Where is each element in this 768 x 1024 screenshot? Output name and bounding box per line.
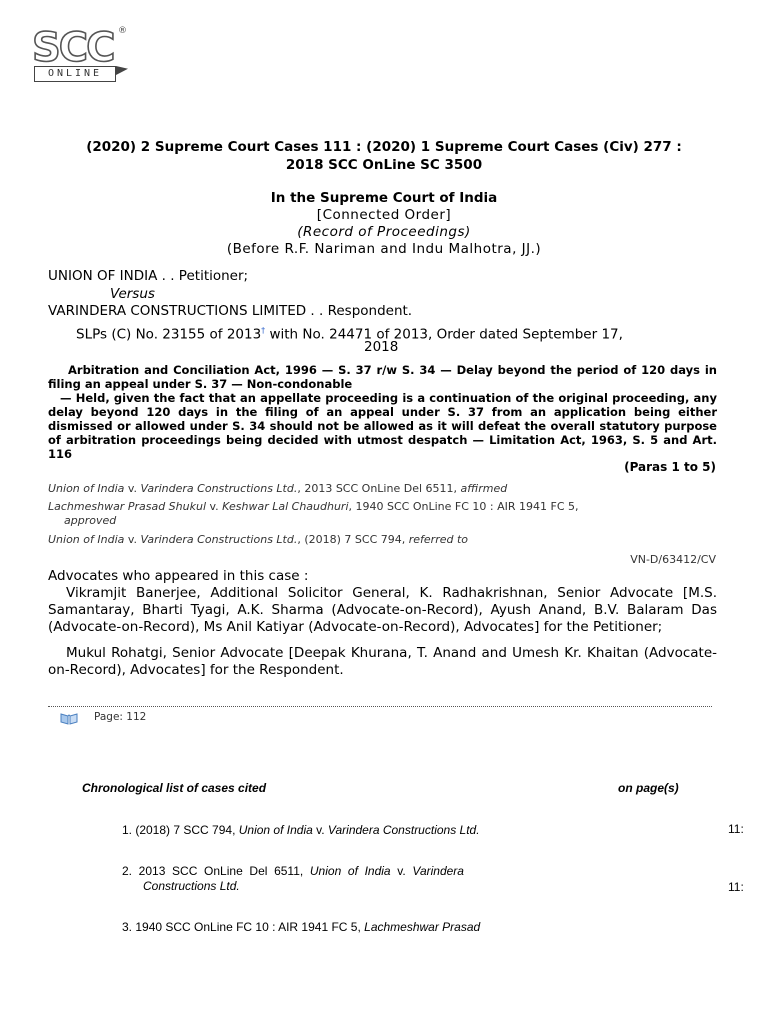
citation-ref: , 1940 SCC OnLine FC 10 : AIR 1941 FC 5,	[348, 500, 579, 513]
logo-flag-icon	[116, 66, 128, 75]
paras-reference: (Paras 1 to 5)	[624, 460, 716, 474]
treatment: approved	[64, 514, 117, 527]
slp-text-b: with No. 24471 of 2013, Order dated September 17,	[265, 326, 623, 343]
logo-text: SCC	[32, 25, 114, 71]
party-a: Union of India	[48, 482, 125, 495]
slp-text-a: SLPs (C) No. 23155 of 2013	[76, 326, 262, 343]
item-ref: 1. (2018) 7 SCC 794,	[122, 823, 239, 837]
versus-word: v.	[312, 823, 328, 837]
party-b: Varindera Constructions Ltd.	[140, 482, 298, 495]
cited-case-3	[48, 532, 717, 547]
item-ref: 3. 1940 SCC OnLine FC 10 : AIR 1941 FC 5,	[122, 920, 365, 934]
advocates-respondent: Mukul Rohatgi, Senior Advocate [Deepak Khurana, T. Anand and Umesh Kr. Khaitan (Advocate-on-Record), Advocates] for the Respondent.	[48, 645, 717, 678]
treatment: referred to	[408, 533, 469, 546]
cited-case-2-treatment	[64, 513, 116, 528]
chrono-item-2-cont	[143, 878, 240, 894]
chrono-heading: Chronological list of cases cited	[82, 781, 267, 795]
registered-mark: ®	[118, 26, 127, 36]
chrono-item-2-page: 11:	[728, 880, 744, 894]
party-b: Varindera Constructions Ltd.	[140, 533, 298, 546]
party-b[interactable]: Varindera Constructions Ltd.	[327, 823, 480, 837]
citation-title-line2: 2018 SCC OnLine SC 3500	[285, 157, 483, 173]
chrono-item-1	[122, 822, 480, 838]
chrono-item-2	[122, 863, 557, 879]
headnote-topic: Arbitration and Conciliation Act, 1996 — S. 37 r/w S. 34 — Delay beyond the period of 120 days in filing an appeal under S. 37 — Non-condonable	[48, 363, 717, 391]
party-b[interactable]: Varindera	[412, 864, 464, 878]
treatment: affirmed	[460, 482, 508, 495]
cited-case-2	[48, 499, 717, 514]
advocates-heading: Advocates who appeared in this case :	[48, 568, 309, 584]
party-a: Lachmeshwar Prasad Shukul	[48, 500, 207, 513]
versus-word: v.	[206, 500, 223, 513]
book-icon[interactable]	[60, 710, 78, 724]
page-divider	[48, 706, 712, 707]
versus: Versus	[110, 286, 155, 302]
slp-year: 2018	[364, 339, 399, 355]
chrono-item-1-page: 11:	[728, 822, 744, 836]
versus-word: v.	[124, 482, 141, 495]
bench: (Before R.F. Nariman and Indu Malhotra, JJ.)	[226, 241, 542, 257]
party-b-cont[interactable]: Constructions Ltd.	[143, 879, 240, 893]
citation-ref: , 2013 SCC OnLine Del 6511,	[297, 482, 461, 495]
party-a[interactable]: Lachmeshwar Prasad	[364, 920, 481, 934]
logo-subtext: ONLINE	[34, 66, 116, 82]
party-a[interactable]: Union of India	[309, 864, 391, 878]
party-a: Union of India	[48, 533, 125, 546]
versus-word: v.	[124, 533, 141, 546]
headnote-held: — Held, given the fact that an appellate proceeding is a continuation of the original proceeding, any delay beyond 120 days in the filing of an appeal under S. 37 from an application being either dismissed or allowed under S. 34 should not be allowed as it will defeat the overall statutory purpose of arbitration proceedings being decided with utmost despatch — Limitation Act, 1963, S. 5 and Art. 116	[48, 391, 717, 461]
citation-title-line1: (2020) 2 Supreme Court Cases 111 : (2020) 1 Supreme Court Cases (Civ) 277 :	[86, 139, 682, 155]
cited-case-1	[48, 481, 717, 496]
order-type: [Connected Order]	[316, 207, 452, 223]
respondent: VARINDERA CONSTRUCTIONS LIMITED . . Respondent.	[48, 303, 413, 319]
scc-online-logo	[30, 26, 130, 84]
item-ref: 2. 2013 SCC OnLine Del 6511,	[122, 864, 310, 878]
party-b: Keshwar Lal Chaudhuri	[222, 500, 349, 513]
record-of-proceedings: (Record of Proceedings)	[297, 224, 471, 240]
page-marker: Page: 112	[94, 711, 147, 723]
court-name: In the Supreme Court of India	[270, 190, 498, 206]
chrono-item-3	[122, 919, 480, 935]
party-a[interactable]: Union of India	[238, 823, 313, 837]
citation-ref: , (2018) 7 SCC 794,	[297, 533, 409, 546]
versus-word: v.	[390, 864, 413, 878]
advocates-petitioner: Vikramjit Banerjee, Additional Solicitor General, K. Radhakrishnan, Senior Advocate [M.S. Samantaray, Bharti Tyagi, A.K. Sharma (Advocate-on-Record), Ayush Anand, B.V. Balaram Das (Advocate-on-Record), Ms Anil Katiyar (Advocate-on-Record), Advocates] for the Petitioner;	[48, 585, 717, 635]
slp-line	[76, 322, 623, 344]
on-pages-heading: on page(s)	[618, 781, 679, 795]
petitioner: UNION OF INDIA . . Petitioner;	[48, 268, 249, 284]
vn-code: VN-D/63412/CV	[630, 553, 716, 566]
footnote-link[interactable]: †	[261, 326, 266, 335]
